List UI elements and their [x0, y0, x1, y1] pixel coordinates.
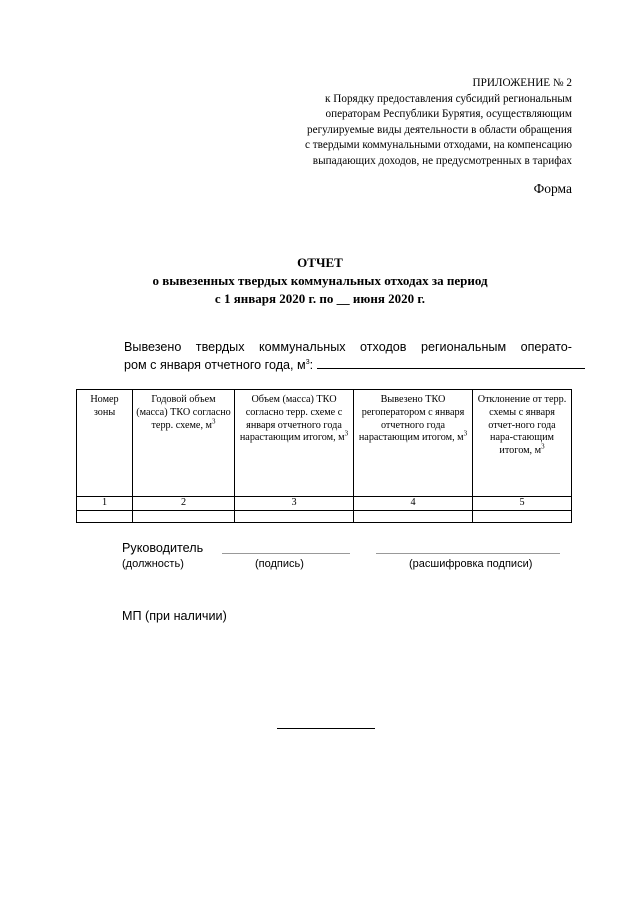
decode-caption: (расшифровка подписи)	[409, 558, 533, 570]
appendix-line: выпадающих доходов, не предусмотренных в тарифах	[312, 154, 572, 167]
appendix-line: регулируемые виды деятельности в области обращения	[307, 123, 572, 136]
stamp-label: МП (при наличии)	[122, 609, 227, 623]
table-column-numbers-row	[77, 497, 572, 511]
form-label: Форма	[533, 181, 572, 196]
table-cell[interactable]	[473, 510, 572, 522]
report-period: с 1 января 2020 г. по __ июня 2020 г.	[214, 291, 426, 306]
appendix-line: с твердыми коммунальными отходами, на компенсацию	[305, 139, 572, 152]
signature-decode-line[interactable]	[376, 553, 560, 554]
appendix-line: операторам Республики Бурятия, осуществляющим	[325, 108, 572, 121]
table-header-row	[77, 390, 572, 497]
header-cell-deviation: Отклонение от терр. схемы с января отчет-ного года нара-стающим итогом, $м^3$	[473, 390, 572, 497]
column-number: 4	[354, 497, 473, 511]
appendix-title: ПРИЛОЖЕНИЕ № 2	[472, 77, 572, 89]
column-number: 3	[235, 497, 354, 511]
table-cell[interactable]	[77, 510, 133, 522]
header-cell-annual-volume: Годовой объем (масса) ТКО согласно терр. схеме, $м^3$	[133, 390, 235, 497]
report-title	[0, 254, 640, 308]
intro-line-1: Вывезено твердых коммунальных отходов региональным операто-	[124, 340, 572, 354]
table-cell[interactable]	[354, 510, 473, 522]
column-number: 1	[77, 497, 133, 511]
intro-text: ром с января отчетного года, м	[124, 358, 306, 372]
appendix-line: к Порядку предоставления субсидий региональным	[325, 92, 572, 105]
header-cell-zone: Номер зоны	[77, 390, 133, 497]
signature-caption: (подпись)	[255, 558, 304, 570]
report-heading: ОТЧЕТ	[297, 255, 343, 270]
intro-colon: :	[309, 358, 314, 372]
intro-fill-line[interactable]	[317, 356, 585, 369]
report-subtitle: о вывезенных твердых коммунальных отходах за период	[152, 273, 488, 288]
signature-line[interactable]	[222, 553, 350, 554]
column-number: 2	[133, 497, 235, 511]
signature-label: Руководитель	[122, 541, 204, 555]
closing-divider	[277, 728, 375, 729]
header-cell-removed-volume: Вывезено ТКО регоператором с января отчетного года нарастающим итогом, $м^3$	[354, 390, 473, 497]
report-table	[76, 389, 572, 523]
table-row	[77, 510, 572, 522]
column-number: 5	[473, 497, 572, 511]
intro-paragraph	[124, 338, 572, 374]
table-cell[interactable]	[133, 510, 235, 522]
appendix-block	[212, 76, 572, 170]
header-cell-scheme-volume: Объем (масса) ТКО согласно терр. схеме с января отчетного года нарастающим итогом, $м^3$	[235, 390, 354, 497]
position-caption: (должность)	[122, 558, 184, 570]
intro-unit-sup: 3	[305, 358, 310, 366]
table-cell[interactable]	[235, 510, 354, 522]
intro-line-2	[124, 356, 572, 374]
